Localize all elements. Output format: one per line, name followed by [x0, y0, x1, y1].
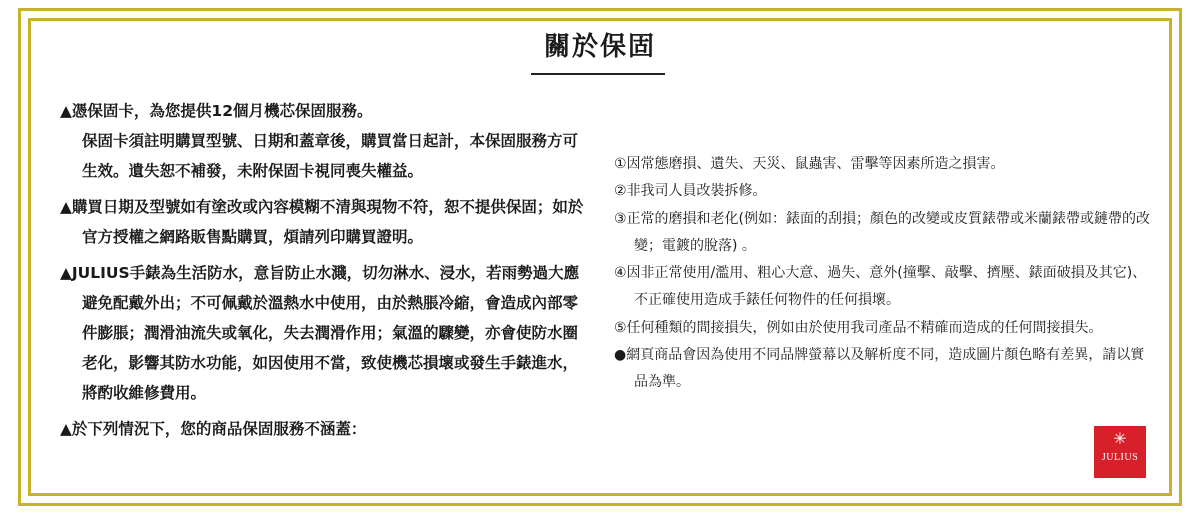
logo-text: JULIUS [1101, 452, 1139, 463]
exclusion-item: ③正常的磨損和老化(例如：錶面的刮損；顏色的改變或皮質錶帶或米蘭錶帶或鏈帶的改變；電鍍的脫落) 。 [614, 210, 1151, 254]
warranty-term-purchase-date: ▲購買日期及型號如有塗改或內容模糊不清與現物不符，恕不提供保固；如於官方授權之網路販售點購買，煩請列印購買證明。 [60, 198, 584, 246]
warranty-term-card [60, 96, 590, 186]
title-underline [531, 73, 665, 75]
warranty-terms [60, 96, 590, 450]
page-title: 關於保固 [543, 32, 656, 62]
julius-logo [1094, 426, 1146, 478]
exclusion-item: ②非我司人員改裝拆修。 [614, 183, 767, 200]
warranty-term-card-body: 保固卡須註明購買型號、日期和蓋章後，購買當日起計，本保固服務方可生效。遺失恕不補發，未附保固卡視同喪失權益。 [82, 132, 579, 180]
star-icon: ✳ [1113, 431, 1127, 448]
exclusion-item: ⑤任何種類的間接損失，例如由於使用我司產品不精確而造成的任何間接損失。 [614, 319, 1103, 336]
warranty-term-water-resistance: ▲JULIUS手錶為生活防水，意旨防止水濺，切勿淋水、浸水，若雨勢過大應避免配戴外出；不可佩戴於溫熱水中使用，由於熱脹冷縮，會造成內部零件膨脹；潤滑油流失或氧化，失去潤滑作用；氣溫的驟變，亦會使防水圈老化，影響其防水功能，如因使用不當，致使機芯損壞或發生手錶進水，將酌收維修費用。 [60, 264, 580, 402]
exclusion-item: ①因常態磨損、遺失、天災、鼠蟲害、雷擊等因素所造之損害。 [614, 156, 1005, 172]
warranty-term-exclusions-intro: ▲於下列情況下，您的商品保固服務不涵蓋： [60, 420, 367, 438]
warranty-term-card-head: ▲憑保固卡，為您提供12個月機芯保固服務。 [60, 102, 373, 120]
warranty-exclusions-list [614, 151, 1154, 397]
note-item: ●網頁商品會因為使用不同品牌螢幕以及解析度不同，造成圖片顏色略有差異，請以實品為準。 [614, 347, 1145, 391]
exclusion-item: ④因非正常使用/濫用、粗心大意、過失、意外(撞擊、敲擊、擠壓、錶面破損及其它)、不正確使用造成手錶任何物件的任何損壞。 [614, 265, 1147, 309]
